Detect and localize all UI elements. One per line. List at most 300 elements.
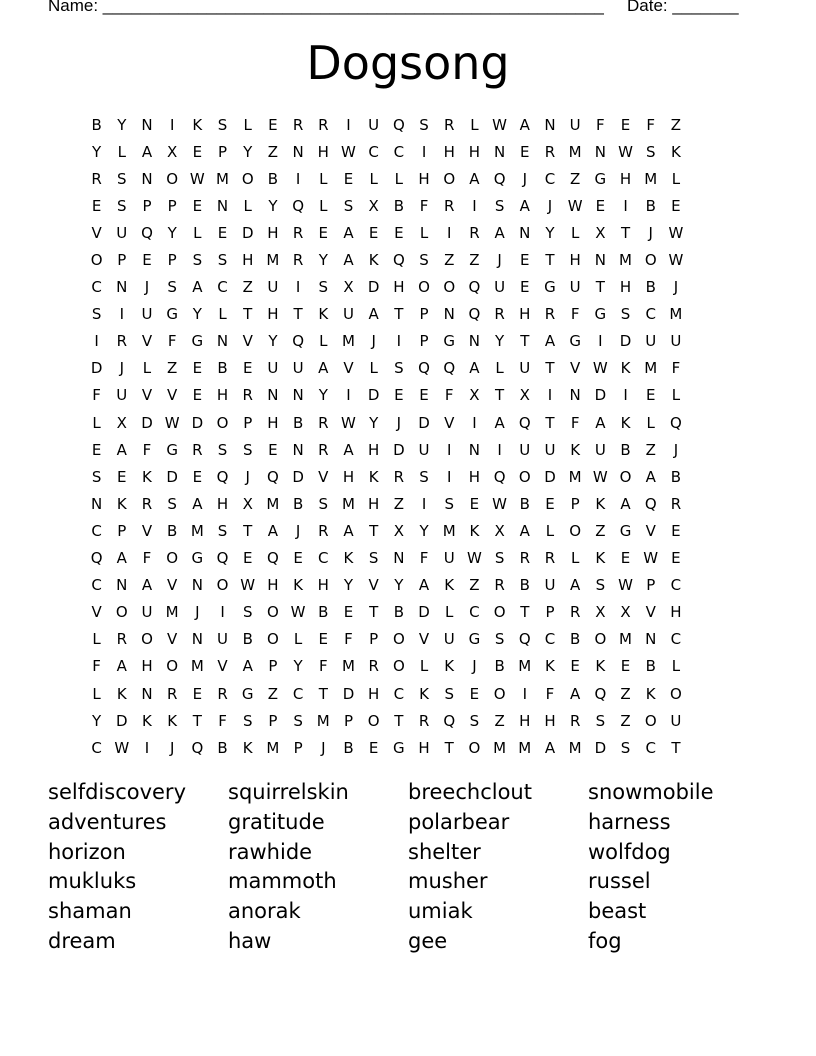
grid-letter: N bbox=[493, 142, 506, 161]
word-list-item: breechclout bbox=[408, 780, 532, 804]
grid-letter: O bbox=[418, 278, 430, 297]
grid-letter: O bbox=[166, 549, 179, 568]
grid-letter: R bbox=[318, 115, 329, 134]
grid-letter: P bbox=[117, 251, 127, 270]
grid-letter: K bbox=[444, 576, 455, 595]
grid-letter: H bbox=[418, 169, 430, 188]
grid-letter: O bbox=[644, 251, 657, 270]
grid-letter: H bbox=[216, 494, 229, 513]
grid-letter: K bbox=[620, 359, 631, 378]
grid-letter: L bbox=[445, 603, 454, 622]
grid-letter: U bbox=[443, 630, 455, 649]
grid-letter: P bbox=[167, 251, 177, 270]
grid-letter: D bbox=[418, 603, 430, 622]
grid-letter: F bbox=[444, 386, 454, 405]
grid-letter: O bbox=[443, 169, 456, 188]
grid-letter: S bbox=[217, 115, 228, 134]
grid-letter: E bbox=[368, 738, 379, 757]
grid-letter: V bbox=[141, 332, 153, 351]
grid-letter: W bbox=[114, 738, 130, 757]
grid-letter: P bbox=[268, 711, 278, 730]
grid-letter: N bbox=[267, 386, 279, 405]
grid-letter: A bbox=[544, 738, 556, 757]
grid-letter: B bbox=[217, 738, 228, 757]
grid-letter: H bbox=[141, 657, 153, 676]
grid-letter: C bbox=[91, 521, 102, 540]
grid-letter: L bbox=[419, 223, 429, 242]
grid-letter: P bbox=[167, 196, 177, 215]
grid-letter: Y bbox=[92, 142, 102, 161]
grid-letter: R bbox=[192, 440, 203, 459]
grid-letter: M bbox=[266, 251, 280, 270]
grid-letter: Z bbox=[645, 440, 656, 459]
grid-letter: V bbox=[167, 386, 178, 405]
grid-letter: R bbox=[418, 711, 430, 730]
grid-letter: E bbox=[620, 115, 631, 134]
word-list-item: shelter bbox=[408, 839, 481, 864]
grid-letter: D bbox=[594, 738, 607, 757]
grid-letter: G bbox=[393, 738, 405, 757]
grid-letter: O bbox=[594, 630, 607, 649]
grid-letter: K bbox=[167, 711, 178, 730]
grid-letter: A bbox=[418, 576, 430, 595]
grid-letter: W bbox=[290, 603, 306, 622]
grid-letter: T bbox=[520, 332, 530, 351]
grid-letter: W bbox=[341, 142, 356, 161]
grid-letter: W bbox=[164, 413, 180, 432]
grid-letter: M bbox=[266, 738, 280, 757]
grid-letter: R bbox=[393, 467, 405, 486]
grid-letter: E bbox=[192, 142, 203, 161]
grid-letter: Q bbox=[267, 467, 279, 486]
grid-letter: R bbox=[569, 603, 581, 622]
grid-letter: C bbox=[91, 278, 102, 297]
grid-letter: H bbox=[267, 223, 279, 242]
word-list-item: polarbear bbox=[408, 809, 510, 834]
grid-letter: G bbox=[619, 521, 632, 540]
grid-letter: G bbox=[569, 332, 581, 351]
grid-letter: I bbox=[396, 332, 402, 351]
grid-letter: M bbox=[341, 494, 355, 513]
grid-letter: Z bbox=[469, 251, 480, 270]
grid-letter: J bbox=[497, 251, 502, 270]
grid-letter: T bbox=[394, 305, 404, 324]
grid-letter: Z bbox=[595, 521, 606, 540]
grid-letter: A bbox=[343, 223, 354, 242]
grid-letter: Q bbox=[644, 494, 657, 513]
grid-letter: J bbox=[522, 169, 527, 188]
grid-letter: Q bbox=[90, 549, 103, 568]
grid-letter: N bbox=[519, 223, 531, 242]
grid-letter: I bbox=[421, 142, 427, 161]
grid-letter: M bbox=[493, 738, 507, 757]
grid-letter: G bbox=[166, 440, 178, 459]
grid-letter: Y bbox=[268, 196, 278, 215]
grid-letter: I bbox=[144, 738, 150, 757]
grid-letter: D bbox=[619, 332, 632, 351]
grid-letter: K bbox=[142, 711, 152, 730]
grid-letter: X bbox=[242, 494, 253, 513]
grid-letter: S bbox=[645, 142, 656, 161]
grid-letter: S bbox=[242, 603, 253, 622]
grid-letter: R bbox=[544, 305, 556, 324]
grid-letter: N bbox=[292, 142, 304, 161]
word-list-item: anorak bbox=[228, 899, 301, 924]
grid-letter: F bbox=[596, 115, 605, 134]
grid-letter: C bbox=[544, 169, 556, 188]
grid-letter: T bbox=[545, 413, 555, 432]
grid-row bbox=[84, 111, 689, 138]
grid-letter: G bbox=[166, 305, 178, 324]
grid-letter: S bbox=[620, 305, 631, 324]
grid-letter: L bbox=[369, 359, 378, 378]
grid-letter: L bbox=[92, 630, 101, 649]
grid-letter: N bbox=[116, 278, 128, 297]
grid-letter: E bbox=[268, 440, 278, 459]
grid-letter: T bbox=[595, 278, 605, 297]
grid-letter: S bbox=[368, 549, 379, 568]
grid-letter: G bbox=[594, 305, 607, 324]
grid-letter: N bbox=[569, 386, 581, 405]
grid-letter: S bbox=[318, 494, 329, 513]
grid-letter: U bbox=[116, 386, 128, 405]
grid-letter: E bbox=[142, 251, 152, 270]
grid-letter: T bbox=[520, 603, 530, 622]
grid-letter: F bbox=[344, 630, 353, 649]
grid-letter: Z bbox=[393, 494, 404, 513]
grid-letter: V bbox=[418, 630, 430, 649]
grid-letter: S bbox=[293, 711, 303, 730]
grid-letter: W bbox=[189, 169, 205, 188]
grid-letter: D bbox=[116, 711, 128, 730]
grid-letter: N bbox=[594, 251, 606, 270]
grid-letter: A bbox=[570, 684, 581, 703]
grid-letter: R bbox=[544, 142, 556, 161]
grid-letter: R bbox=[318, 521, 329, 540]
grid-letter: O bbox=[166, 169, 179, 188]
grid-letter: A bbox=[620, 494, 631, 513]
grid-letter: E bbox=[620, 657, 631, 676]
grid-letter: U bbox=[494, 278, 506, 297]
grid-letter: J bbox=[245, 467, 250, 486]
grid-letter: O bbox=[115, 603, 128, 622]
grid-letter: Q bbox=[443, 711, 456, 730]
grid-row bbox=[84, 545, 689, 572]
grid-letter: S bbox=[242, 711, 253, 730]
grid-letter: I bbox=[447, 223, 452, 242]
grid-letter: Q bbox=[518, 413, 531, 432]
grid-letter: A bbox=[469, 359, 480, 378]
grid-letter: K bbox=[116, 494, 127, 513]
grid-letter: A bbox=[645, 467, 656, 486]
grid-letter: P bbox=[117, 521, 127, 540]
grid-letter: N bbox=[544, 115, 556, 134]
grid-letter: Z bbox=[570, 169, 581, 188]
grid-letter: W bbox=[492, 115, 508, 134]
grid-letter: L bbox=[570, 223, 580, 242]
grid-letter: O bbox=[518, 467, 531, 486]
grid-letter: N bbox=[468, 332, 481, 351]
grid-letter: I bbox=[598, 332, 603, 351]
grid-letter: G bbox=[191, 549, 204, 568]
grid-letter: L bbox=[218, 305, 227, 324]
grid-letter: K bbox=[368, 251, 379, 270]
word-list-item: harness bbox=[588, 809, 671, 834]
grid-letter: V bbox=[141, 521, 153, 540]
grid-letter: D bbox=[241, 223, 254, 242]
grid-letter: O bbox=[493, 684, 506, 703]
grid-row bbox=[84, 355, 689, 382]
grid-letter: L bbox=[142, 359, 152, 378]
grid-letter: E bbox=[419, 386, 429, 405]
grid-letter: O bbox=[90, 251, 103, 270]
grid-row bbox=[84, 138, 689, 165]
grid-letter: N bbox=[594, 142, 606, 161]
grid-letter: E bbox=[192, 386, 203, 405]
grid-letter: H bbox=[569, 251, 581, 270]
grid-row bbox=[84, 707, 689, 734]
grid-letter: E bbox=[343, 603, 354, 622]
grid-letter: F bbox=[92, 657, 101, 676]
grid-letter: Q bbox=[392, 115, 405, 134]
grid-letter: P bbox=[646, 576, 656, 595]
grid-letter: N bbox=[116, 576, 128, 595]
grid-letter: O bbox=[241, 169, 254, 188]
grid-letter: U bbox=[342, 305, 354, 324]
grid-row bbox=[84, 301, 689, 328]
grid-letter: L bbox=[243, 196, 252, 215]
grid-letter: K bbox=[570, 440, 581, 459]
grid-letter: E bbox=[217, 223, 228, 242]
grid-letter: D bbox=[342, 684, 355, 703]
grid-letter: L bbox=[319, 332, 328, 351]
grid-letter: A bbox=[192, 278, 203, 297]
grid-letter: C bbox=[469, 603, 480, 622]
grid-letter: F bbox=[545, 684, 555, 703]
grid-letter: I bbox=[472, 413, 477, 432]
grid-letter: E bbox=[394, 223, 404, 242]
grid-letter: E bbox=[671, 521, 681, 540]
grid-letter: A bbox=[141, 576, 153, 595]
grid-letter: B bbox=[494, 657, 505, 676]
grid-letter: J bbox=[144, 278, 150, 297]
grid-letter: E bbox=[520, 251, 530, 270]
grid-letter: S bbox=[494, 630, 505, 649]
grid-letter: I bbox=[220, 603, 225, 622]
grid-letter: M bbox=[216, 169, 229, 188]
grid-letter: M bbox=[442, 521, 456, 540]
grid-letter: L bbox=[671, 657, 681, 676]
grid-letter: K bbox=[444, 657, 455, 676]
grid-letter: H bbox=[267, 413, 279, 432]
grid-letter: B bbox=[267, 169, 279, 188]
grid-letter: Y bbox=[318, 386, 328, 405]
grid-letter: R bbox=[116, 332, 127, 351]
grid-letter: V bbox=[167, 630, 178, 649]
grid-letter: W bbox=[466, 549, 482, 568]
grid-letter: Q bbox=[493, 169, 506, 188]
grid-letter: O bbox=[569, 521, 582, 540]
grid-letter: L bbox=[193, 223, 202, 242]
grid-letter: Y bbox=[495, 332, 505, 351]
grid-letter: L bbox=[117, 142, 126, 161]
grid-letter: K bbox=[595, 494, 606, 513]
grid-letter: O bbox=[392, 630, 405, 649]
grid-letter: S bbox=[192, 251, 203, 270]
grid-row bbox=[84, 165, 689, 192]
grid-letter: H bbox=[468, 467, 481, 486]
grid-letter: K bbox=[469, 521, 480, 540]
grid-letter: E bbox=[192, 359, 203, 378]
grid-letter: E bbox=[520, 278, 530, 297]
grid-letter: T bbox=[293, 305, 303, 324]
grid-letter: T bbox=[394, 711, 404, 730]
grid-letter: I bbox=[447, 440, 452, 459]
grid-letter: J bbox=[673, 440, 679, 459]
grid-letter: H bbox=[317, 576, 329, 595]
grid-letter: Y bbox=[318, 251, 328, 270]
grid-letter: K bbox=[595, 657, 606, 676]
word-list-item: mukluks bbox=[48, 869, 137, 894]
grid-row bbox=[84, 734, 689, 761]
grid-letter: L bbox=[671, 386, 681, 405]
grid-letter: O bbox=[392, 657, 405, 676]
grid-letter: B bbox=[645, 196, 656, 215]
grid-letter: H bbox=[216, 386, 229, 405]
grid-letter: Q bbox=[292, 196, 304, 215]
grid-letter: B bbox=[570, 630, 581, 649]
grid-letter: S bbox=[444, 684, 454, 703]
grid-letter: N bbox=[191, 576, 203, 595]
grid-letter: L bbox=[646, 413, 655, 432]
word-list-item: shaman bbox=[48, 899, 132, 924]
grid-letter: I bbox=[295, 278, 301, 297]
grid-letter: U bbox=[267, 278, 279, 297]
grid-letter: Q bbox=[594, 684, 607, 703]
grid-letter: I bbox=[346, 386, 351, 405]
grid-letter: T bbox=[369, 521, 379, 540]
grid-letter: T bbox=[545, 359, 555, 378]
grid-letter: T bbox=[318, 684, 328, 703]
grid-letter: S bbox=[394, 359, 404, 378]
grid-letter: B bbox=[393, 196, 404, 215]
grid-letter: K bbox=[242, 738, 253, 757]
grid-letter: F bbox=[167, 332, 177, 351]
grid-letter: X bbox=[393, 521, 404, 540]
grid-row bbox=[84, 463, 689, 490]
grid-letter: U bbox=[292, 359, 304, 378]
grid-letter: I bbox=[522, 684, 527, 703]
grid-letter: V bbox=[368, 576, 379, 595]
grid-letter: J bbox=[371, 332, 376, 351]
grid-letter: O bbox=[493, 603, 506, 622]
grid-letter: O bbox=[216, 576, 229, 595]
grid-letter: K bbox=[670, 142, 681, 161]
grid-letter: S bbox=[167, 494, 177, 513]
grid-letter: K bbox=[595, 549, 606, 568]
grid-letter: O bbox=[619, 467, 632, 486]
grid-letter: B bbox=[645, 657, 656, 676]
grid-letter: A bbox=[116, 657, 127, 676]
grid-letter: T bbox=[545, 251, 555, 270]
grid-letter: J bbox=[673, 278, 679, 297]
grid-letter: S bbox=[167, 278, 177, 297]
grid-letter: C bbox=[645, 738, 656, 757]
grid-letter: W bbox=[592, 467, 608, 486]
grid-letter: L bbox=[545, 521, 555, 540]
grid-letter: E bbox=[545, 494, 555, 513]
grid-letter: T bbox=[192, 711, 202, 730]
grid-row bbox=[84, 246, 689, 273]
word-list-item: russel bbox=[588, 869, 651, 894]
grid-letter: A bbox=[469, 169, 480, 188]
grid-letter: M bbox=[644, 169, 658, 188]
grid-letter: E bbox=[242, 549, 253, 568]
grid-letter: W bbox=[618, 576, 633, 595]
grid-letter: U bbox=[368, 115, 380, 134]
grid-letter: I bbox=[472, 196, 477, 215]
grid-letter: Y bbox=[117, 115, 127, 134]
grid-letter: P bbox=[268, 657, 278, 676]
grid-letter: R bbox=[318, 413, 329, 432]
grid-letter: E bbox=[671, 549, 681, 568]
grid-letter: O bbox=[267, 630, 279, 649]
grid-letter: H bbox=[368, 684, 380, 703]
grid-letter: Y bbox=[394, 576, 404, 595]
grid-row bbox=[84, 517, 689, 544]
grid-letter: H bbox=[342, 467, 355, 486]
grid-row bbox=[84, 599, 689, 626]
grid-letter: V bbox=[645, 521, 656, 540]
grid-letter: K bbox=[142, 467, 152, 486]
grid-letter: S bbox=[444, 494, 454, 513]
grid-letter: R bbox=[569, 711, 581, 730]
grid-letter: Q bbox=[392, 251, 405, 270]
grid-letter: R bbox=[444, 196, 455, 215]
word-list-item: wolfdog bbox=[588, 839, 671, 864]
grid-letter: A bbox=[544, 332, 556, 351]
grid-letter: S bbox=[117, 196, 127, 215]
grid-letter: H bbox=[267, 576, 279, 595]
grid-letter: Q bbox=[518, 630, 531, 649]
word-list-item: gratitude bbox=[228, 809, 325, 834]
grid-letter: J bbox=[472, 657, 477, 676]
grid-letter: A bbox=[494, 223, 505, 242]
word-list-item: beast bbox=[588, 899, 647, 924]
grid-letter: Y bbox=[268, 332, 278, 351]
grid-letter: S bbox=[91, 467, 102, 486]
grid-letter: N bbox=[292, 386, 304, 405]
grid-letter: S bbox=[419, 467, 429, 486]
name-field: Name: _____________________________________________________ bbox=[48, 0, 604, 15]
grid-letter: E bbox=[620, 549, 631, 568]
grid-letter: Z bbox=[267, 684, 279, 703]
grid-letter: U bbox=[267, 359, 279, 378]
grid-letter: K bbox=[645, 684, 656, 703]
grid-letter: C bbox=[91, 576, 102, 595]
grid-letter: B bbox=[519, 576, 530, 595]
grid-letter: U bbox=[141, 305, 153, 324]
grid-letter: N bbox=[292, 440, 304, 459]
word-list-item: rawhide bbox=[228, 839, 313, 864]
word-list-item: umiak bbox=[408, 899, 473, 924]
grid-letter: Q bbox=[670, 413, 682, 432]
grid-letter: G bbox=[191, 332, 204, 351]
grid-row bbox=[84, 680, 689, 707]
grid-letter: R bbox=[166, 684, 178, 703]
grid-letter: P bbox=[293, 738, 303, 757]
grid-letter: M bbox=[568, 142, 582, 161]
